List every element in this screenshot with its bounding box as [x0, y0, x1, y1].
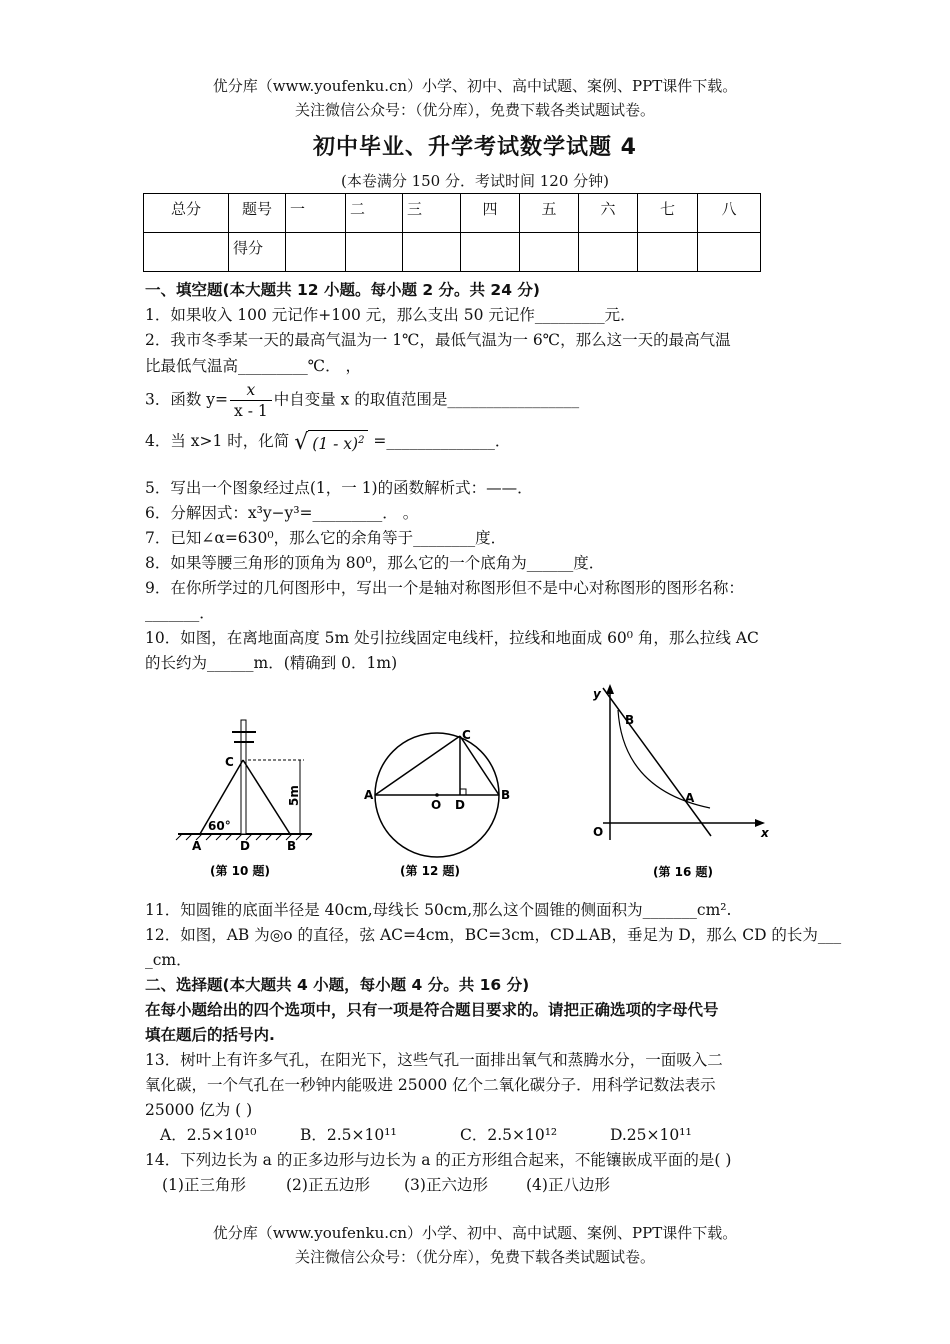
section1-heading: 一、填空题(本大题共 12 小题。每小题 2 分。共 24 分) — [145, 281, 540, 299]
header-line-2: 关注微信公众号：（优分库），免费下载各类试题试卷。 — [294, 101, 655, 119]
label-c: C — [462, 728, 471, 742]
label-d: D — [455, 798, 465, 812]
score-table-cell — [346, 233, 403, 272]
question-13-line3: 25000 亿为 ( ) — [145, 1101, 253, 1119]
option-c: C．2.5×10¹² — [460, 1126, 558, 1144]
label-b: B — [625, 713, 635, 727]
radicand-exponent: 2 — [358, 435, 365, 446]
label-c: C — [225, 755, 234, 769]
question-4-prefix: 4．当 x>1 时，化简 — [145, 432, 290, 451]
score-table-score-row — [144, 233, 761, 272]
question-13-line2: 氧化碳，一个气孔在一秒钟内能吸进 25000 亿个二氧化碳分子．用科学记数法表示 — [145, 1076, 716, 1094]
figure-16 — [585, 680, 785, 885]
footer-line-1: 优分库（www.youfenku.cn）小学、初中、高中试题、案例、PPT课件下载。 — [212, 1224, 738, 1242]
score-table-cell: 八 — [698, 194, 761, 233]
section2-instruction-line2: 填在题后的括号内. — [145, 1026, 275, 1044]
score-table-cell — [403, 233, 461, 272]
question-3 — [145, 380, 579, 421]
option-4: (4)正八边形 — [526, 1176, 610, 1194]
figure-10-caption: (第 10 题) — [210, 864, 271, 878]
score-table-cell — [286, 233, 346, 272]
section2-heading: 二、选择题(本大题共 4 小题，每小题 4 分。共 16 分) — [145, 976, 530, 994]
score-table-cell — [579, 233, 638, 272]
option-2: (2)正五边形 — [286, 1176, 370, 1194]
label-a: A — [192, 839, 202, 853]
score-table-cell — [698, 233, 761, 272]
option-3: (3)正六边形 — [404, 1176, 488, 1194]
page-title: 初中毕业、升学考试数学试题 4 — [313, 135, 637, 160]
chord-ac — [375, 736, 460, 795]
straight-line — [603, 688, 711, 836]
score-table-cell: 四 — [461, 194, 520, 233]
score-table-cell — [144, 233, 229, 272]
question-13-options — [160, 1125, 692, 1145]
question-4 — [145, 430, 510, 454]
header-line-1: 优分库（www.youfenku.cn）小学、初中、高中试题、案例、PPT课件下载。 — [212, 77, 738, 95]
question-11: 11．知圆锥的底面半径是 40cm,母线长 50cm,那么这个圆锥的侧面积为_______cm². — [145, 901, 732, 919]
question-14: 14．下列边长为 a 的正多边形与边长为 a 的正方形组合起来，不能镶嵌成平面的是( ) — [145, 1151, 732, 1169]
score-table-header-row — [144, 194, 761, 233]
label-a: A — [364, 788, 374, 802]
radical-sign-icon: √ — [294, 430, 309, 456]
label-b: B — [287, 839, 297, 853]
figure-12-caption: (第 12 题) — [400, 864, 461, 878]
question-3-suffix: 中自变量 x 的取值范围是_________________ — [273, 390, 580, 409]
exam-subtitle: (本卷满分 150 分．考试时间 120 分钟) — [340, 172, 610, 190]
square-root-expression — [294, 430, 368, 454]
center-point — [435, 793, 439, 797]
question-10-line1: 10．如图，在离地面高度 5m 处引拉线固定电线杆，拉线和地面成 60⁰ 角，那么拉线 AC — [145, 629, 759, 647]
label-b: B — [501, 788, 511, 802]
guy-wire-bc — [243, 760, 290, 834]
question-7: 7．已知∠α=630⁰，那么它的余角等于________度． — [145, 529, 507, 547]
question-9-line1: 9．在你所学过的几何图形中，写出一个是轴对称图形但不是中心对称图形的图形名称： — [145, 579, 744, 597]
label-y: y — [593, 687, 601, 701]
pole — [241, 720, 246, 834]
label-5m: 5m — [287, 785, 301, 806]
right-angle-mark — [460, 789, 466, 795]
question-14-options — [162, 1175, 610, 1195]
score-table-cell: 二 — [346, 194, 403, 233]
fraction-numerator: x — [230, 380, 272, 401]
score-table — [143, 193, 761, 272]
question-8: 8．如果等腰三角形的顶角为 80⁰，那么它的一个底角为______度． — [145, 554, 605, 572]
score-table-cell: 题号 — [229, 194, 286, 233]
question-13-line1: 13．树叶上有许多气孔，在阳光下，这些气孔一面排出氧气和蒸腾水分，一面吸入二 — [145, 1051, 723, 1069]
fraction-denominator: x - 1 — [234, 402, 268, 420]
figure-16-caption: (第 16 题) — [653, 865, 714, 879]
label-o: O — [593, 825, 604, 839]
question-10-line2: 的长约为______m．(精确到 0．1m) — [145, 654, 398, 672]
label-a: A — [685, 791, 695, 805]
score-table-cell: 五 — [520, 194, 579, 233]
score-table-cell — [638, 233, 698, 272]
option-d: D.25×10¹¹ — [610, 1126, 692, 1144]
label-x: x — [761, 826, 769, 840]
score-table-cell: 总分 — [144, 194, 229, 233]
question-9-line2: _______． — [145, 604, 215, 622]
score-table-cell: 七 — [638, 194, 698, 233]
score-table-cell: 一 — [286, 194, 346, 233]
chord-bc — [460, 736, 499, 795]
option-1: (1)正三角形 — [162, 1176, 246, 1194]
score-table-cell — [520, 233, 579, 272]
question-12-line1: 12．如图，AB 为◎o 的直径，弦 AC=4cm，BC=3cm，CD⊥AB，垂足为 D，那么 CD 的长为___ — [145, 926, 842, 944]
score-table-cell: 六 — [579, 194, 638, 233]
score-table-cell — [461, 233, 520, 272]
label-d: D — [240, 839, 250, 853]
section2-instruction-line1: 在每小题给出的四个选项中，只有一项是符合题目要求的。请把正确选项的字母代号 — [145, 1001, 719, 1019]
option-a: A．2.5×10¹⁰ — [160, 1126, 257, 1144]
question-2-line1: 2．我市冬季某一天的最高气温为一 1℃，最低气温为一 6℃，那么这一天的最高气温 — [145, 331, 731, 349]
question-3-prefix: 3．函数 y= — [145, 390, 229, 409]
score-table-cell: 三 — [403, 194, 461, 233]
label-o: O — [431, 798, 442, 812]
question-5: 5．写出一个图象经过点(1，一 1)的函数解析式：——． — [145, 479, 533, 497]
footer-line-2: 关注微信公众号：（优分库），免费下载各类试题试卷。 — [294, 1248, 655, 1266]
question-2-line2: 比最低气温高_________℃． ， — [145, 357, 362, 375]
question-4-suffix: =______________． — [368, 432, 511, 451]
figure-12 — [362, 725, 512, 885]
label-60-degrees: 60° — [208, 819, 231, 833]
figure-10 — [170, 710, 320, 885]
option-b: B．2.5×10¹¹ — [300, 1126, 397, 1144]
question-12-line2: _cm． — [145, 951, 192, 969]
question-1: 1．如果收入 100 元记作+100 元，那么支出 50 元记作_________元． — [145, 306, 636, 324]
radicand: (1 - x) — [312, 435, 359, 454]
score-table-cell: 得分 — [229, 233, 286, 272]
fraction-x-over-x-minus-1 — [230, 380, 272, 421]
question-6: 6．分解因式：x³y−y³=_________． 。 — [145, 504, 419, 522]
